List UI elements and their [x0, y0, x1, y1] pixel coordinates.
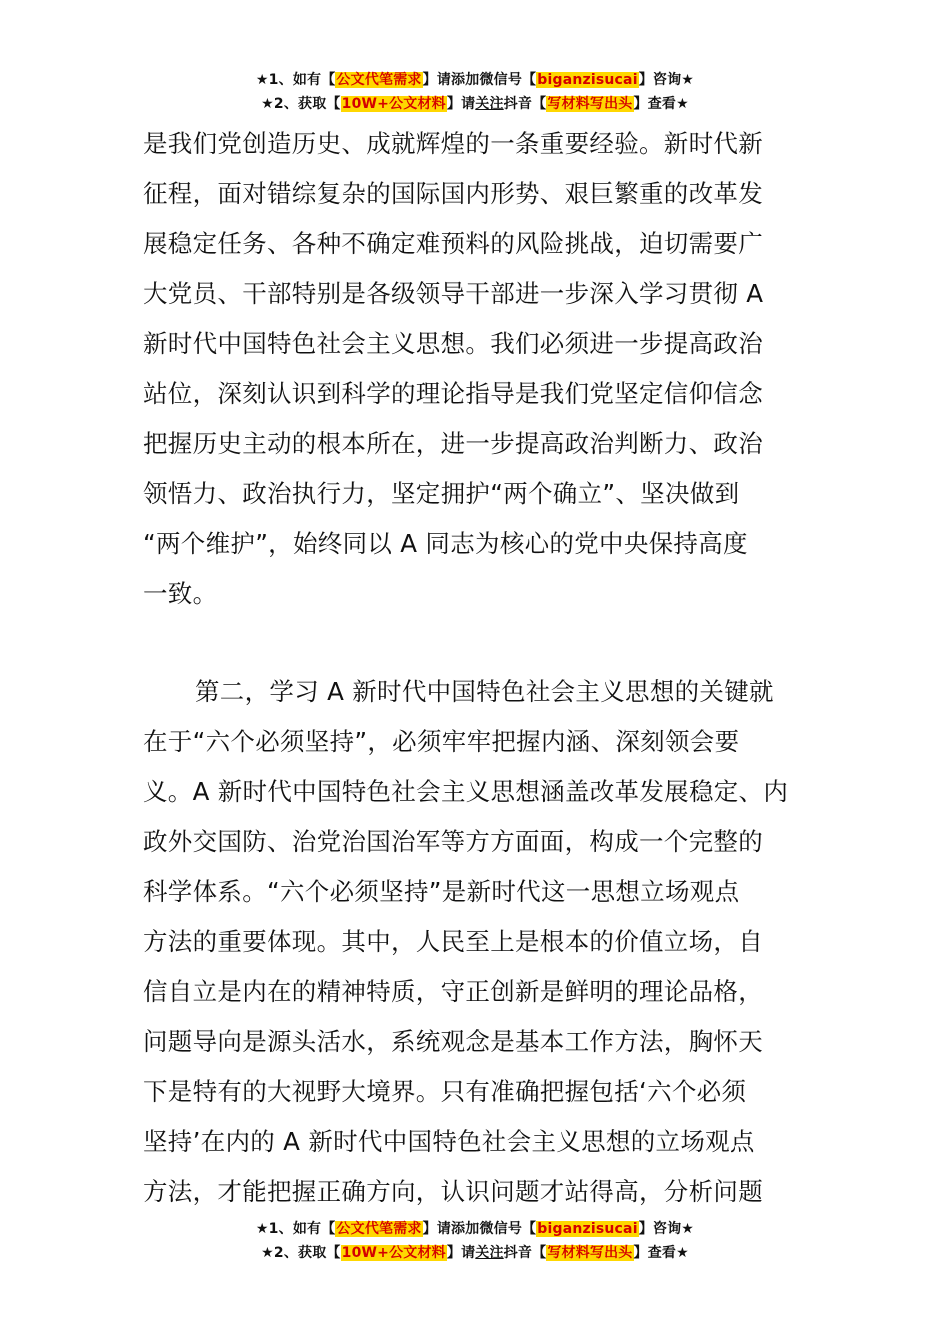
text-line: 新时代中国特色社会主义思想。我们必须进一步提高政治 — [143, 329, 763, 358]
text-line: 坚持’在内的 A 新时代中国特色社会主义思想的立场观点 — [143, 1127, 755, 1156]
header-banner — [0, 68, 950, 116]
banner-text: 抖音【 — [503, 96, 547, 112]
banner-text: ★1、如有【 — [255, 1221, 336, 1237]
banner-text: 】请添 — [422, 72, 466, 88]
text-line: 展稳定任务、各种不确定难预料的风险挑战，迫切需要广 — [143, 229, 763, 258]
text-line: 政外交国防、治党治国治军等方方面面，构成一个完整的 — [143, 827, 763, 856]
banner-text: 关注 — [475, 1245, 504, 1261]
text-line: 方法，才能把握正确方向，认识问题才站得高，分析问题 — [143, 1177, 763, 1206]
text-line: 在于“六个必须坚持”，必须牢牢把握内涵、深刻领会要 — [143, 727, 740, 756]
text-line: 方法的重要体现。其中，人民至上是根本的价值立场，自 — [143, 927, 763, 956]
banner-text: 】请 — [446, 96, 476, 112]
text-line: “两个维护”，始终同以 A 同志为核心的党中央保持高度 — [143, 529, 748, 558]
banner-line-2 — [0, 1241, 950, 1265]
banner-highlight: 10W+公文材料 — [341, 96, 446, 112]
banner-text: 】查看★ — [633, 96, 689, 112]
banner-highlight: 写材料写出头 — [547, 96, 633, 112]
banner-line-1 — [0, 1217, 950, 1241]
banner-text: 】请添 — [422, 1221, 466, 1237]
banner-text: 】咨询★ — [638, 72, 695, 88]
text-line: 是我们党创造历史、成就辉煌的一条重要经验。新时代新 — [143, 129, 763, 158]
banner-text: ★1、如有【 — [255, 72, 336, 88]
text-line: 科学体系。“六个必须坚持”是新时代这一思想立场观点 — [143, 877, 740, 906]
paragraph-2 — [143, 667, 809, 1217]
banner-text: 微信号【 — [479, 1221, 537, 1237]
text-line: 征程，面对错综复杂的国际国内形势、艰巨繁重的改革发 — [143, 179, 763, 208]
banner-highlight: 公文代笔需求 — [336, 1221, 422, 1237]
text-line: 一致。 — [143, 579, 218, 608]
banner-highlight: 公文代笔需求 — [336, 72, 422, 88]
paragraph-1 — [143, 119, 809, 619]
text-line: 大党员、干部特别是各级领导干部进一步深入学习贯彻 A — [143, 279, 764, 308]
banner-text: 加 — [465, 1221, 480, 1237]
banner-text: 】咨询★ — [638, 1221, 695, 1237]
footer-banner — [0, 1217, 950, 1265]
banner-line-1 — [0, 68, 950, 92]
banner-text: ★2、获取【 — [261, 96, 341, 112]
banner-line-2 — [0, 92, 950, 116]
banner-wechat-id: biganzisucai — [537, 1221, 638, 1237]
banner-text: ★2、获取【 — [261, 1245, 341, 1261]
text-line: 第二，学习 A 新时代中国特色社会主义思想的关键就 — [195, 677, 774, 706]
text-line: 站位，深刻认识到科学的理论指导是我们党坚定信仰信念 — [143, 379, 763, 408]
document-body — [143, 119, 809, 1217]
paragraph-spacer — [143, 619, 809, 667]
text-line: 信自立是内在的精神特质，守正创新是鲜明的理论品格， — [143, 977, 763, 1006]
banner-highlight: 写材料写出头 — [547, 1245, 633, 1261]
text-line: 义。A 新时代中国特色社会主义思想涵盖改革发展稳定、内 — [143, 777, 789, 806]
banner-text: 】查看★ — [633, 1245, 689, 1261]
banner-text: 】请 — [446, 1245, 476, 1261]
text-line: 问题导向是源头活水，系统观念是基本工作方法，胸怀天 — [143, 1027, 763, 1056]
banner-text: 加 — [465, 72, 480, 88]
text-line: 领悟力、政治执行力，坚定拥护“两个确立”、坚决做到 — [143, 479, 740, 508]
text-line: 把握历史主动的根本所在，进一步提高政治判断力、政治 — [143, 429, 763, 458]
banner-highlight: 10W+公文材料 — [341, 1245, 446, 1261]
banner-text: 关注 — [475, 96, 504, 112]
banner-text: 微信号【 — [479, 72, 537, 88]
banner-text: 抖音【 — [503, 1245, 547, 1261]
banner-wechat-id: biganzisucai — [537, 72, 638, 88]
text-line: 下是特有的大视野大境界。只有准确把握包括‘六个必须 — [143, 1077, 747, 1106]
